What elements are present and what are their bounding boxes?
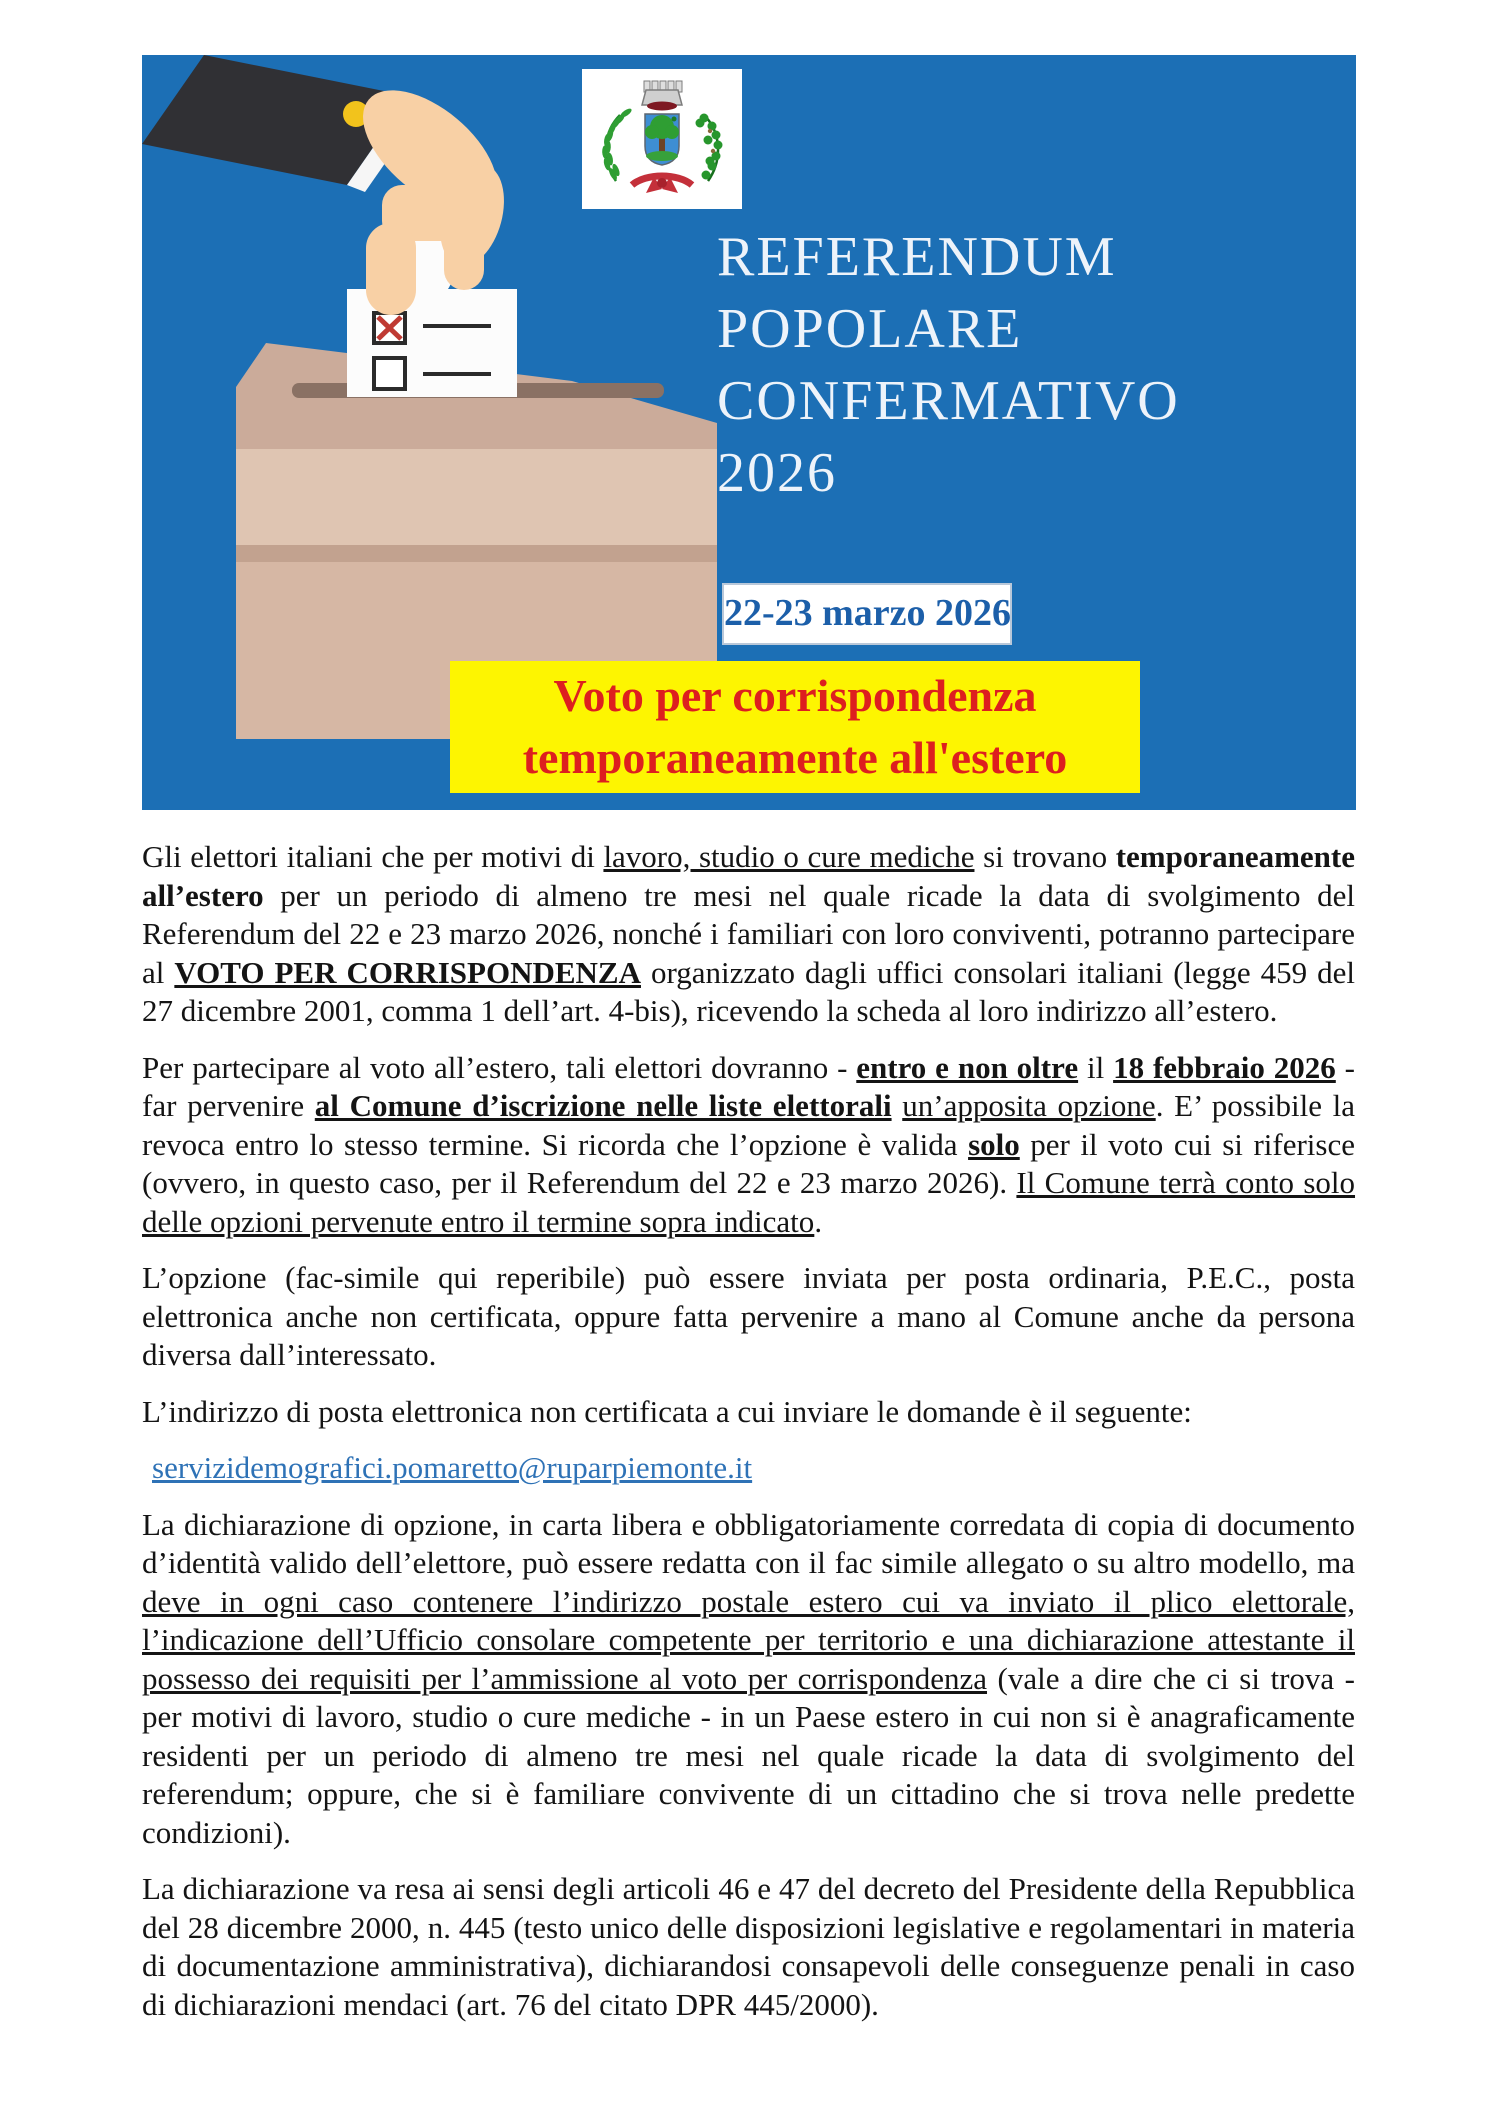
text-run: 18 febbraio 2026 [1113, 1049, 1336, 1085]
coat-of-arms-image [582, 69, 742, 209]
date-badge-text: 22-23 marzo 2026 [724, 592, 1012, 634]
text-run: temporaneamente all’estero [142, 839, 1355, 913]
shield-icon [645, 114, 679, 165]
banner-title [717, 221, 1180, 509]
banner-title-line: CONFERMATIVO [717, 370, 1180, 432]
text-run: entro e non oltre [856, 1049, 1079, 1085]
text-run: un’apposita opzione [902, 1088, 1156, 1123]
laurel-branch-icon [602, 107, 633, 181]
paragraph [142, 1259, 1355, 1375]
text-run: L’indirizzo di posta elettronica non certificata a cui inviare le domande è il seguente: [142, 1393, 1192, 1429]
text-run: Per partecipare al voto all’estero, tali elettori dovranno - [142, 1049, 857, 1085]
checkbox-empty [374, 358, 405, 389]
text-run: deve in ogni caso contenere l’indirizzo postale estero cui va inviato il plico elettorale, l’indicazione dell’Ufficio consolare competente per territorio e una dichiarazione attestante il possesso dei requisiti per l’ammissione al voto per corrispondenza [142, 1583, 1355, 1696]
text-run: al Comune d’iscrizione nelle liste elettorali [314, 1088, 892, 1123]
email-link[interactable]: servizidemografici.pomaretto@ruparpiemonte.it [152, 1450, 753, 1485]
paragraph [142, 838, 1355, 1031]
paragraph [142, 1506, 1355, 1853]
text-run: solo [968, 1126, 1020, 1162]
municipal-coat-of-arms [582, 69, 742, 209]
text-run: - far pervenire [142, 1049, 1356, 1123]
highlight-banner [450, 661, 1140, 793]
text-run: La dichiarazione di opzione, in carta libera e obbligatoriamente corredata di copia di documento d’identità valido dell’elettore, può essere redatta con il fac simile allegato o su altro modello, ma [142, 1506, 1355, 1580]
banner-title-line: REFERENDUM [717, 226, 1117, 288]
banner-title-line: 2026 [717, 442, 837, 504]
mural-crown-icon [642, 81, 682, 111]
text-run: si trovano [974, 839, 1116, 874]
text-run: organizzato dagli uffici consolari italiani (legge 459 del 27 dicembre 2001, comma 1 dell’art. 4-bis), ricevendo la scheda al loro indirizzo all’estero. [142, 954, 1356, 1028]
text-run: VOTO PER CORRISPONDENZA [174, 954, 641, 990]
text-run: . [814, 1203, 823, 1239]
banner-title-line: POPOLARE [717, 298, 1023, 360]
text-run: il [1078, 1049, 1114, 1085]
paragraph [142, 1393, 1355, 1432]
text-run [892, 1088, 903, 1123]
highlight-line-2: temporaneamente all'estero [522, 732, 1068, 783]
text-run: . E’ possibile la revoca entro lo stesso termine. Si ricorda che l’opzione è valida [142, 1088, 1356, 1162]
oak-branch-icon [696, 114, 723, 182]
text-run: Gli elettori italiani che per motivi di [142, 839, 604, 874]
text-run: (vale a dire che ci si trova - per motivi di lavoro, studio o cure mediche - in un Paese estero in cui non si è anagraficamente residenti per un periodo di almeno tre mesi nel quale ricade la data di svolgimento del referendum; oppure, che si è familiare convivente di un cittadino che si trova nelle predette condizioni). [142, 1660, 1355, 1850]
ballot-box-shadow [236, 545, 717, 562]
paragraph [142, 1870, 1355, 2024]
finger [444, 218, 484, 290]
finger [366, 223, 416, 315]
referendum-banner [142, 55, 1356, 810]
ballot-box-lid-front [236, 449, 717, 545]
highlight-line-1: Voto per corrispondenza [553, 670, 1037, 721]
ribbon-icon [632, 176, 692, 193]
text-run: Il Comune terrà conto solo delle opzioni pervenute entro il termine sopra indicato [142, 1165, 1356, 1239]
body-text [142, 838, 1355, 2042]
text-run: lavoro, studio o cure mediche [603, 839, 975, 874]
paragraph [142, 1049, 1355, 1242]
text-run: per il voto cui si riferisce (ovvero, in questo caso, per il Referendum del 22 e 23 marzo 2026). [142, 1126, 1355, 1200]
text-run: L’opzione (fac-simile qui reperibile) può essere inviata per posta ordinaria, P.E.C., posta elettronica anche non certificata, oppure fatta pervenire a mano al Comune anche da persona diversa dall’interessato. [142, 1260, 1355, 1372]
text-run: per un periodo di almeno tre mesi nel quale ricade la data di svolgimento del Referendum del 22 e 23 marzo 2026, nonché i familiari con loro conviventi, potranno partecipare al [142, 877, 1355, 990]
email-paragraph [142, 1449, 1355, 1488]
date-badge [722, 583, 1012, 645]
text-run: La dichiarazione va resa ai sensi degli articoli 46 e 47 del decreto del Presidente della Repubblica del 28 dicembre 2000, n. 445 (testo unico delle disposizioni legislative e regolamentari in materia di documentazione amministrativa), dichiarandosi consapevoli delle conseguenze penali in caso di dichiarazioni mendaci (art. 76 del citato DPR 445/2000). [142, 1871, 1355, 2022]
